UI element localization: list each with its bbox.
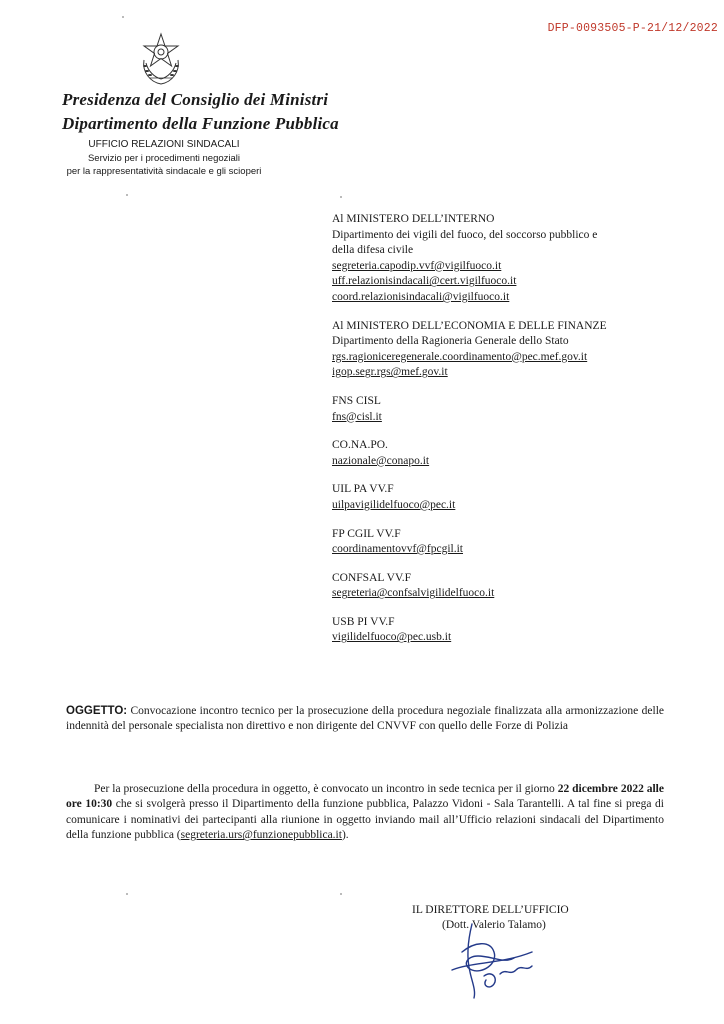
recipient-name: UIL PA VV.F — [332, 483, 394, 496]
recipient-group — [332, 438, 702, 469]
subject-label: OGGETTO: — [66, 705, 128, 717]
recipient-name: CO.NA.PO. — [332, 439, 388, 452]
office-line1: UFFICIO RELAZIONI SINDACALI — [88, 139, 240, 150]
contact-email-link[interactable]: segreteria.urs@funzionepubblica.it — [180, 829, 342, 842]
recipients-list — [332, 212, 702, 659]
recipient-detail: Dipartimento della Ragioneria Generale dello Stato — [332, 335, 569, 348]
recipient-name: FP CGIL VV.F — [332, 527, 401, 540]
recipient-group — [332, 482, 702, 513]
recipient-name: Al MINISTERO DELL’ECONOMIA E DELLE FINANZE — [332, 319, 607, 332]
recipient-email-link[interactable]: uff.relazionisindacali@cert.vigilfuoco.it — [332, 275, 517, 288]
scan-speck — [122, 16, 124, 18]
body-text-part2: che si svolgerà presso il Dipartimento della funzione pubblica, Palazzo Vidoni - Sala Tarantelli. A tal fine si prega di comunicare i nominativi dei partecipanti alla riunione in oggetto inviando mail all’Ufficio relazioni sindacali del Dipartimento della funzione pubblica ( — [66, 798, 664, 842]
scan-speck — [126, 893, 128, 895]
recipient-email-link[interactable]: igop.segr.rgs@mef.gov.it — [332, 366, 448, 379]
office-block — [56, 138, 272, 179]
body-paragraph — [66, 782, 664, 844]
recipient-email-link[interactable]: uilpavigilidelfuoco@pec.it — [332, 498, 456, 511]
recipient-name: CONFSAL VV.F — [332, 571, 412, 584]
recipient-detail: della difesa civile — [332, 244, 414, 257]
recipient-email-link[interactable]: fns@cisl.it — [332, 410, 382, 423]
recipient-group — [332, 319, 702, 381]
recipient-email-link[interactable]: coord.relazionisindacali@vigilfuoco.it — [332, 290, 510, 303]
director-title: IL DIRETTORE DELL’UFFICIO — [412, 904, 569, 916]
body-text-part3: ). — [341, 829, 349, 842]
recipient-name: Al MINISTERO DELL’INTERNO — [332, 213, 495, 225]
recipient-group — [332, 571, 702, 602]
scan-speck — [340, 893, 342, 895]
header-line1: Presidenza del Consiglio dei Ministri — [62, 90, 329, 109]
recipient-name: USB PI VV.F — [332, 615, 395, 628]
recipient-email-link[interactable]: segreteria.capodip.vvf@vigilfuoco.it — [332, 259, 502, 272]
recipient-email-link[interactable]: nazionale@conapo.it — [332, 454, 430, 467]
office-line2: Servizio per i procedimenti negoziali — [87, 152, 241, 164]
scan-speck — [126, 194, 128, 196]
subject-text: Convocazione incontro tecnico per la prosecuzione della procedura negoziale finalizzata alla armonizzazione delle indennità del personale specialista non direttivo e non dirigente del CNVVF con quello delle Forze di Polizia — [66, 705, 665, 733]
director-name: (Dott. Valerio Talamo) — [442, 919, 546, 931]
subject-paragraph — [66, 704, 664, 735]
recipient-email-link[interactable]: coordinamentovvf@fpcgil.it — [332, 543, 463, 556]
recipient-group — [332, 615, 702, 646]
header-line2: Dipartimento della Funzione Pubblica — [62, 114, 339, 133]
recipient-group — [332, 212, 702, 306]
handwritten-signature-icon — [432, 912, 572, 1002]
recipient-group — [332, 527, 702, 558]
meeting-datetime: 22 dicembre 2022 alle ore 10:30 — [66, 783, 664, 811]
office-line3: per la rappresentatività sindacale e gli scioperi — [66, 166, 262, 177]
recipient-group — [332, 394, 702, 425]
recipient-detail: Dipartimento dei vigili del fuoco, del soccorso pubblico e — [332, 228, 598, 241]
recipient-email-link[interactable]: vigilidelfuoco@pec.usb.it — [332, 631, 452, 644]
italian-republic-emblem-icon — [138, 30, 184, 88]
scan-speck — [340, 196, 342, 198]
recipient-email-link[interactable]: segreteria@confsalvigilidelfuoco.it — [332, 587, 495, 600]
body-text-part1: Per la prosecuzione della procedura in oggetto, è convocato un incontro in sede tecnica per il giorno — [94, 783, 558, 795]
recipient-name: FNS CISL — [332, 394, 381, 407]
protocol-stamp: DFP-0093505-P-21/12/2022 — [547, 22, 718, 35]
recipient-email-link[interactable]: rgs.ragioniceregenerale.coordinamento@pec.mef.gov.it — [332, 350, 588, 363]
